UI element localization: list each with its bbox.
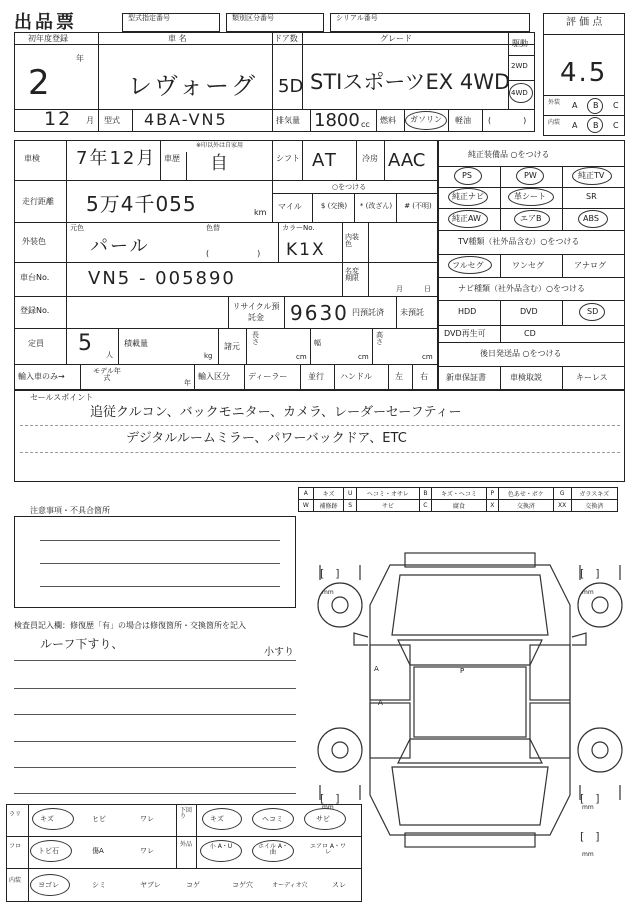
name-change-label: 名変期限 xyxy=(345,267,359,282)
dmg-cell: キズ xyxy=(40,815,54,823)
equip-aw: 純正AW xyxy=(452,214,481,223)
first-reg-month: 12 xyxy=(44,108,73,130)
grade-a-int: A xyxy=(572,121,578,130)
equip-circle xyxy=(448,210,488,228)
displacement-label: 排気量 xyxy=(276,116,300,125)
fuel-label: 燃料 xyxy=(380,116,396,125)
tire-mm-rr: mm xyxy=(582,804,594,811)
dmg-cell2: エアロ A・ワレ xyxy=(309,843,346,856)
damage-circle xyxy=(202,808,242,830)
grade-circle xyxy=(587,98,603,114)
equip-ps: PS xyxy=(462,171,472,180)
dmg-head-1: ラリ xyxy=(9,811,22,818)
model-value: 4BA-VN5 xyxy=(144,110,228,129)
equip-circle xyxy=(454,167,482,185)
damage-mark: A xyxy=(378,699,383,707)
post-manual: 車検取説 xyxy=(510,373,542,382)
class-number-label: 類別区分番号 xyxy=(232,14,274,22)
damage-circle xyxy=(32,808,74,830)
capacity-value: 5 xyxy=(78,331,94,356)
year-unit: 年 xyxy=(76,54,84,63)
tamper-option: * (改ざん) xyxy=(359,202,393,210)
equip-leather: 革シート xyxy=(514,192,546,201)
recycle-value: 9630 xyxy=(290,301,349,325)
inspector-note-1: ルーフ下すり、 xyxy=(40,637,124,651)
deposited-label: 円預託済 xyxy=(352,308,384,317)
drive-4wd: 4WD xyxy=(511,89,528,97)
equip-circle xyxy=(578,210,608,228)
mileage-unit: km xyxy=(254,208,267,217)
usage-value: 自 xyxy=(210,153,230,174)
vin-value: VN5 - 005890 xyxy=(88,268,236,289)
tv-oneseg: ワンセグ xyxy=(512,261,544,270)
dmg-cell: シミ xyxy=(92,881,106,889)
dmg-cell: ヤブレ xyxy=(140,881,161,889)
grade-circle xyxy=(587,117,603,133)
exchange-option: $ (交換) xyxy=(320,202,348,210)
left-option: 左 xyxy=(395,372,403,381)
mile-option: マイル xyxy=(278,202,302,211)
fuel-circle xyxy=(405,111,447,130)
svg-text:[ ]: [ ] xyxy=(320,792,340,805)
exterior-grade-label: 外装 xyxy=(548,99,561,106)
interior-color-label: 内装色 xyxy=(345,233,359,248)
fuel-value: ガソリン xyxy=(410,115,442,124)
import-year-unit: 年 xyxy=(184,379,191,387)
usage-note: ※印以外は自家用 xyxy=(196,142,244,149)
equip-airbag: エアB xyxy=(520,214,542,223)
equip-sr: SR xyxy=(586,192,597,201)
notes-title: 注意事項・不具合箇所 xyxy=(30,506,110,515)
tv-circle xyxy=(448,256,492,274)
navi-title: ナビ種類（社外品含む）○をつける xyxy=(458,284,585,293)
paren-blank: ( ) xyxy=(488,116,527,125)
displacement-value: 1800 xyxy=(314,110,360,131)
vin-label: 車台No. xyxy=(20,273,50,282)
mileage-value: 5万4千055 xyxy=(86,192,197,216)
dmg-cell2: 小 A・U xyxy=(209,843,233,850)
outer-color-label: 外装色 xyxy=(22,237,46,246)
damage-legend: A キズ U ヘコミ・オサレ B キズ・ヘコミ P 色あせ・ボケ G ガラスキズ W 補修跡 S サビ C 腐食 X 交換済 XX 交換済 xyxy=(298,487,618,512)
equipment-title: 純正装備品 ○をつける xyxy=(468,150,550,159)
outer-color-value: パール xyxy=(90,236,150,257)
car-name-label: 車 名 xyxy=(168,34,187,43)
first-reg-year: 2 xyxy=(28,63,52,103)
dmg-cell2: キズ xyxy=(210,815,224,823)
dmg-cell2: コゲ穴 xyxy=(232,881,253,889)
damage-mark: A xyxy=(374,665,379,673)
tv-fullseg: フルセグ xyxy=(452,261,484,270)
grade-b-int: B xyxy=(593,121,599,130)
dmg-cell: ヨゴレ xyxy=(38,881,59,889)
tire-mm-rl: mm xyxy=(322,804,334,811)
tv-analog: アナログ xyxy=(574,261,606,270)
drive-circle xyxy=(509,83,533,103)
equip-circle xyxy=(572,167,612,185)
length-label: 長さ xyxy=(252,331,259,346)
svg-text:[ ]: [ ] xyxy=(580,567,600,580)
first-reg-label: 初年度登録 xyxy=(28,34,68,43)
dims-label: 諸元 xyxy=(224,342,240,351)
month-unit-2: 月 xyxy=(396,285,403,293)
usage-label: 車歴 xyxy=(164,154,180,163)
shift-value: AT xyxy=(312,150,338,171)
color-no-value: K1X xyxy=(286,240,326,260)
navi-hdd: HDD xyxy=(458,307,477,316)
day-unit: 日 xyxy=(424,285,431,293)
rating-score: 4.5 xyxy=(560,58,608,88)
doors-value: 5D xyxy=(278,76,304,97)
parallel-option: 並行 xyxy=(308,372,324,381)
equip-pw: PW xyxy=(524,171,537,180)
sales-point-label: セールスポイント xyxy=(30,393,94,402)
repaint-label: 色替 xyxy=(206,224,220,232)
serial-number-label: シリアル番号 xyxy=(336,14,378,22)
shift-label: シフト xyxy=(276,154,300,163)
handle-label: ハンドル xyxy=(340,372,372,381)
drive-2wd: 2WD xyxy=(511,62,528,70)
cm-unit: cm xyxy=(296,353,307,361)
post-keyless: キーレス xyxy=(576,373,608,382)
sales-line-1: 追従クルコン、バックモニター、カメラ、レーダーセーフティー xyxy=(90,405,462,420)
doors-label: ドア数 xyxy=(274,34,298,43)
svg-text:[ ]: [ ] xyxy=(320,567,340,580)
post-warranty: 新車保証書 xyxy=(446,373,486,382)
cd-option: CD xyxy=(524,329,536,338)
dmg-head2-1: 下回り xyxy=(180,807,193,820)
inspector-label: 検査員記入欄：修復歴「有」の場合は修復箇所・交換箇所を記入 xyxy=(14,621,246,630)
model-label: 型式 xyxy=(104,116,120,125)
reg-no-label: 登録No. xyxy=(20,306,50,315)
equip-tv: 純正TV xyxy=(578,171,605,180)
mileage-circle-note: ○をつける xyxy=(332,183,367,191)
import-label: 輸入車のみ→ xyxy=(18,372,65,381)
navi-dvd: DVD xyxy=(520,307,538,316)
dmg-cell: ワレ xyxy=(140,815,154,823)
import-class-label: 輸入区分 xyxy=(198,372,230,381)
damage-circle xyxy=(30,840,72,862)
svg-text:[ ]: [ ] xyxy=(580,830,600,843)
grade-b: B xyxy=(593,101,599,110)
month-unit: 月 xyxy=(86,116,94,125)
type-number-label: 型式指定番号 xyxy=(128,14,170,22)
ac-label: 冷房 xyxy=(362,154,378,163)
right-option: 右 xyxy=(420,372,428,381)
dmg-head-3: 内装 xyxy=(9,877,22,884)
dmg-cell2: サビ xyxy=(316,815,330,823)
rating-label: 評 価 点 xyxy=(566,17,603,28)
dmg-cell: ヒビ xyxy=(92,815,106,823)
dmg-cell: ワレ xyxy=(140,847,154,855)
color-no-label: カラーNo. xyxy=(282,224,315,232)
capacity-unit: 人 xyxy=(106,351,113,359)
document-title: 出品票 xyxy=(14,12,77,33)
grade-c: C xyxy=(613,101,619,110)
paren-open: ( ) xyxy=(206,249,261,258)
diesel-label: 軽油 xyxy=(455,116,471,125)
drive-label: 駆動 xyxy=(512,39,528,48)
model-year-label: モデル年式 xyxy=(93,367,121,382)
equip-circle xyxy=(514,210,550,228)
recycle-label: リサイクル預託金 xyxy=(232,302,280,322)
load-label: 積載量 xyxy=(124,339,148,348)
navi-sd: SD xyxy=(587,307,599,316)
inspector-note-2: 小すり xyxy=(264,647,294,658)
svg-text:[ ]: [ ] xyxy=(580,792,600,805)
width-label: 幅 xyxy=(314,339,321,347)
grade-c-int: C xyxy=(613,121,619,130)
dmg-head2-2: 外品 xyxy=(180,841,193,848)
orig-color-label: 元色 xyxy=(70,224,84,232)
shaken-label: 車検 xyxy=(24,154,40,163)
tv-title: TV種類（社外品含む）○をつける xyxy=(458,237,580,246)
grade-value: STIスポーツEX 4WD xyxy=(310,70,511,94)
unknown-option: # (不明) xyxy=(404,202,432,210)
damage-circle xyxy=(30,874,70,896)
cc-unit: cc xyxy=(361,120,370,129)
equip-circle xyxy=(448,188,488,206)
notes-bracket xyxy=(14,516,296,608)
tire-mm-fl: mm xyxy=(322,589,334,596)
car-name-value: レヴォーグ xyxy=(128,72,258,100)
equip-circle xyxy=(508,188,554,206)
grade-a: A xyxy=(572,101,578,110)
grade-label: グレード xyxy=(380,34,412,43)
dmg-cell2: ヘコミ xyxy=(262,815,283,823)
mileage-label: 走行距離 xyxy=(22,197,54,206)
capacity-label: 定員 xyxy=(28,339,44,348)
damage-mark: P xyxy=(460,667,465,675)
height-label: 高さ xyxy=(376,331,383,346)
shaken-value: 7年12月 xyxy=(76,148,157,169)
tire-mm-spare: mm xyxy=(582,851,594,858)
cm-unit: cm xyxy=(358,353,369,361)
tire-mm-fr: mm xyxy=(582,589,594,596)
cm-unit: cm xyxy=(422,353,433,361)
dmg-cell: トビ石 xyxy=(38,847,59,855)
dmg-cell2: スレ xyxy=(332,881,346,889)
damage-circle xyxy=(252,808,294,830)
dmg-head-2: フロ xyxy=(9,843,22,850)
damage-circle xyxy=(252,840,294,862)
equip-navi: 純正ナビ xyxy=(452,192,484,201)
dmg-cell2: オーディオ穴 xyxy=(272,882,308,889)
navi-circle xyxy=(579,303,605,321)
post-title: 後日発送品 ○をつける xyxy=(480,349,562,358)
sales-line-2: デジタルルームミラー、パワーバックドア、ETC xyxy=(126,431,407,446)
ac-value: AAC xyxy=(388,150,426,171)
dmg-cell: 傷A xyxy=(92,847,104,855)
undeposited-label: 未預託 xyxy=(400,308,424,317)
kg-unit: kg xyxy=(204,352,213,360)
dealer-option: ディーラー xyxy=(248,372,288,381)
damage-circle xyxy=(200,840,242,862)
equip-abs: ABS xyxy=(583,214,599,223)
interior-grade-label: 内装 xyxy=(548,119,561,126)
dmg-cell2: ホイル A・曲 xyxy=(257,843,288,856)
dmg-cell2: コゲ xyxy=(186,881,200,889)
equip-circle xyxy=(516,167,544,185)
dvd-playback: DVD再生可 xyxy=(444,329,486,338)
damage-circle xyxy=(304,808,346,830)
